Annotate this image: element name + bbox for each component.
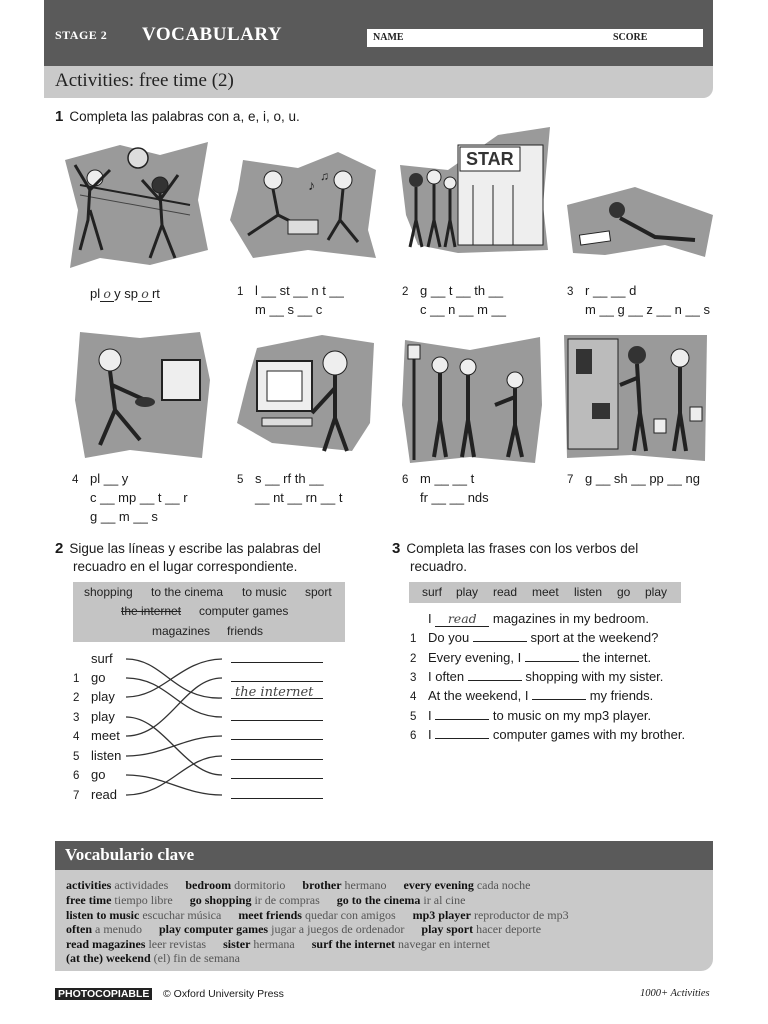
- photocopiable-badge: PHOTOCOPIABLE: [55, 988, 152, 1000]
- ex1-item-1-line2[interactable]: m __ s __ c: [255, 302, 323, 317]
- ex2-verb: 2 play: [73, 689, 115, 704]
- illustration-shopping: [562, 333, 708, 463]
- svg-text:♪: ♪: [308, 177, 315, 193]
- vocab-box: [55, 870, 713, 971]
- vocab-title: Vocabulario clave: [65, 845, 195, 864]
- name-label: NAME: [373, 32, 404, 43]
- ex3-example: I read magazines in my bedroom.: [428, 611, 649, 626]
- ex1-example-fill-1: o: [100, 286, 114, 302]
- ex2-answer-line[interactable]: [231, 720, 323, 721]
- ex3-sentence[interactable]: 5 I to music on my mp3 player.: [410, 708, 652, 723]
- ex1-item-1[interactable]: 1 l __ st __ n t __: [237, 283, 344, 298]
- ex3-word: surf: [422, 585, 443, 599]
- ex1-item-7[interactable]: 7 g __ sh __ pp __ ng: [567, 471, 700, 486]
- ex1-item-5-line2[interactable]: __ nt __ rn __ t: [255, 490, 343, 505]
- ex1-number: 1: [55, 108, 64, 125]
- ex2-word: sport: [305, 585, 332, 599]
- ex1-item-4-line2[interactable]: c __ mp __ t __ r: [90, 490, 188, 505]
- header-bar: [44, 0, 713, 66]
- ex2-word-crossed: the internet: [121, 604, 182, 618]
- ex1-text: Completa las palabras con a, e, i, o, u.: [69, 109, 300, 124]
- name-score-field[interactable]: [367, 29, 703, 47]
- ex2-example-answer: the internet: [235, 685, 314, 700]
- ex2-answer-line[interactable]: [231, 662, 323, 663]
- ex3-instruction-line2: recuadro.: [410, 559, 468, 574]
- ex3-sentence[interactable]: 3 I often shopping with my sister.: [410, 669, 664, 684]
- ex2-verb: 1 go: [73, 670, 106, 685]
- ex3-sentence[interactable]: 4 At the weekend, I my friends.: [410, 688, 654, 703]
- section-title: VOCABULARY: [142, 24, 283, 45]
- ex1-item-4[interactable]: 4 pl __ y: [72, 471, 129, 486]
- ex2-word: to the cinema: [151, 585, 224, 599]
- score-label: SCORE: [613, 32, 648, 43]
- ex2-word: friends: [227, 624, 264, 638]
- ex3-example-fill: read: [435, 611, 489, 627]
- ex3-word: go: [617, 585, 631, 599]
- ex2-word: computer games: [199, 604, 289, 618]
- book-title: 1000+ Activities: [640, 988, 710, 999]
- ex2-verb: surf: [91, 651, 113, 666]
- ex3-word: play: [645, 585, 668, 599]
- ex1-instruction: [55, 108, 300, 126]
- ex1-item-6[interactable]: 6 m __ __ t: [402, 471, 475, 486]
- ex2-tangled-lines: [124, 650, 224, 805]
- ex3-word-box: [409, 582, 681, 603]
- vocab-row: (at the) weekend (el) fin de semana: [66, 951, 240, 965]
- ex1-item-4-line3[interactable]: g __ m __ s: [90, 509, 158, 524]
- illustration-music: [228, 150, 378, 260]
- ex3-word: meet: [532, 585, 559, 599]
- ex2-number: 2: [55, 540, 64, 557]
- stage-label: STAGE 2: [55, 28, 108, 42]
- ex2-word: shopping: [84, 585, 133, 599]
- ex1-example-fill-2: o: [138, 286, 152, 302]
- vocab-row: often a menudo play computer games jugar a juegos de ordenador play sport hacer deporte: [66, 922, 542, 936]
- publisher-credit: © Oxford University Press: [163, 988, 284, 1000]
- ex3-number: 3: [392, 540, 401, 557]
- illustration-friends: [400, 335, 545, 465]
- subtitle-bar: [44, 66, 713, 98]
- ex3-instruction: 3 Completa las frases con los verbos del: [392, 540, 639, 557]
- ex2-answer-line[interactable]: [231, 759, 323, 760]
- ex2-word: magazines: [152, 624, 211, 638]
- ex2-answer-line[interactable]: [231, 778, 323, 779]
- ex2-answer-line[interactable]: [231, 798, 323, 799]
- vocab-row: activities actividades bedroom dormitorio brother hermano every evening cada noche: [66, 878, 531, 892]
- ex2-verb: 3 play: [73, 709, 115, 724]
- vocab-header: [55, 841, 713, 870]
- ex2-verb: 6 go: [73, 767, 106, 782]
- svg-text:♫: ♫: [320, 169, 329, 183]
- illustration-cinema: [398, 125, 553, 255]
- illustration-reading: [565, 185, 715, 260]
- ex3-sentence[interactable]: 6 I computer games with my brother.: [410, 727, 686, 742]
- ex2-verb: 7 read: [73, 787, 118, 802]
- illustration-internet: [232, 333, 377, 453]
- ex1-item-5[interactable]: 5 s __ rf th __: [237, 471, 324, 486]
- ex1-item-2[interactable]: 2 g __ t __ th __: [402, 283, 504, 298]
- ex2-instruction: 2 Sigue las líneas y escribe las palabras del: [55, 540, 321, 557]
- ex1-item-3[interactable]: 3 r __ __ d: [567, 283, 637, 298]
- ex3-word: listen: [574, 585, 603, 599]
- ex2-word-box: [73, 582, 345, 642]
- ex3-sentence[interactable]: 2 Every evening, I the internet.: [410, 650, 652, 665]
- ex1-item-6-line2[interactable]: fr __ __ nds: [420, 490, 489, 505]
- ex2-verb: 5 listen: [73, 748, 122, 763]
- ex2-verb: 4 meet: [73, 728, 120, 743]
- vocab-row: listen to music escuchar música meet friends quedar con amigos mp3 player reproductor de mp3: [66, 908, 569, 922]
- vocab-row: free time tiempo libre go shopping ir de compras go to the cinema ir al cine: [66, 893, 466, 907]
- ex3-word: play: [456, 585, 479, 599]
- illustration-volleyball: [60, 140, 210, 270]
- vocab-row: read magazines leer revistas sister hermana surf the internet navegar en internet: [66, 937, 490, 951]
- ex3-sentence[interactable]: 1 Do you sport at the weekend?: [410, 630, 659, 645]
- ex1-item-2-line2[interactable]: c __ n __ m __: [420, 302, 506, 317]
- ex1-item-3-line2[interactable]: m __ g __ z __ n __ s: [585, 302, 711, 317]
- ex2-answer-line[interactable]: [231, 739, 323, 740]
- svg-text:STAR: STAR: [466, 149, 514, 169]
- ex2-answer-line[interactable]: [231, 681, 323, 682]
- page-subtitle: Activities: free time (2): [55, 70, 234, 91]
- illustration-gamer: [70, 330, 215, 460]
- ex1-example: pl o y sp o rt: [90, 286, 160, 301]
- ex3-word: read: [493, 585, 518, 599]
- ex2-instruction-line2: recuadro en el lugar correspondiente.: [73, 559, 298, 574]
- ex2-word: to music: [242, 585, 287, 599]
